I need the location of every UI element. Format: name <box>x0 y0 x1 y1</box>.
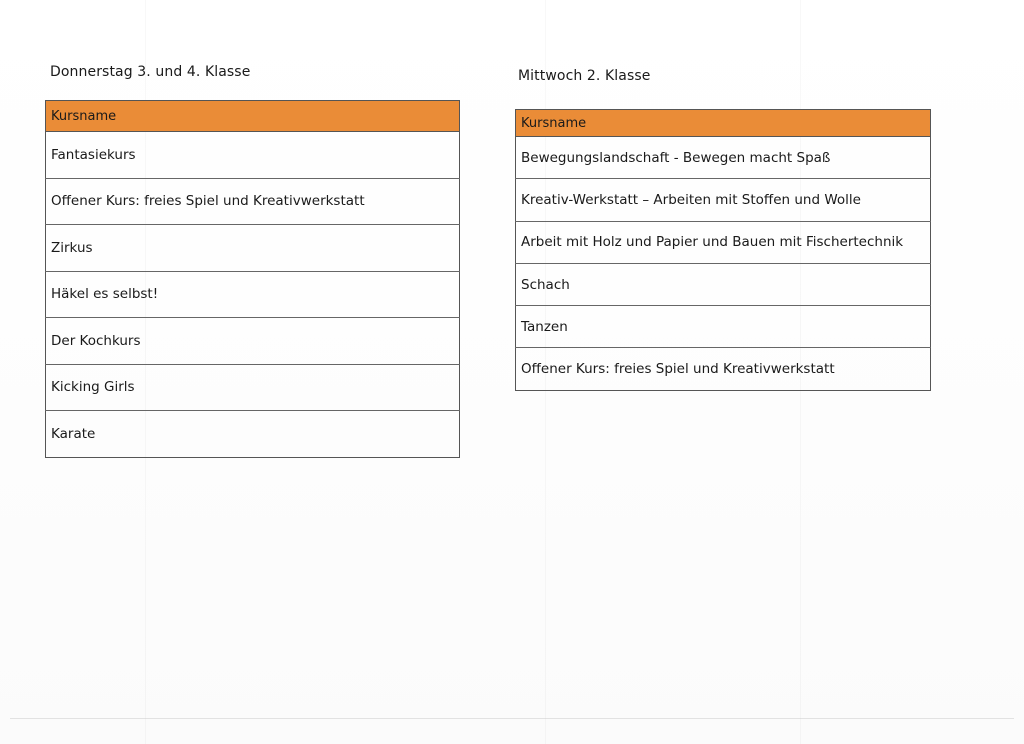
course-cell: Offener Kurs: freies Spiel und Kreativwerkstatt <box>516 348 931 390</box>
table-row <box>516 306 931 348</box>
left-section-title: Donnerstag 3. und 4. Klasse <box>50 64 251 80</box>
left-course-table <box>45 100 460 458</box>
course-cell: Kicking Girls <box>46 364 460 411</box>
course-cell: Häkel es selbst! <box>46 271 460 318</box>
table-row <box>46 178 460 225</box>
course-cell: Offener Kurs: freies Spiel und Kreativwerkstatt <box>46 178 460 225</box>
course-cell: Tanzen <box>516 306 931 348</box>
table-row <box>46 318 460 365</box>
table-header-cell: Kursname <box>46 101 460 132</box>
table-row <box>46 225 460 272</box>
course-cell: Arbeit mit Holz und Papier und Bauen mit Fischertechnik <box>516 221 931 263</box>
table-header-cell: Kursname <box>516 110 931 137</box>
table-row <box>516 179 931 221</box>
table-row <box>516 348 931 390</box>
table-row <box>46 411 460 458</box>
right-course-table <box>515 109 931 391</box>
course-cell: Schach <box>516 263 931 305</box>
table-row <box>516 221 931 263</box>
course-cell: Fantasiekurs <box>46 132 460 179</box>
course-cell: Zirkus <box>46 225 460 272</box>
course-cell: Karate <box>46 411 460 458</box>
course-cell: Kreativ-Werkstatt – Arbeiten mit Stoffen und Wolle <box>516 179 931 221</box>
table-row <box>46 132 460 179</box>
course-cell: Der Kochkurs <box>46 318 460 365</box>
course-cell: Bewegungslandschaft - Bewegen macht Spaß <box>516 137 931 179</box>
table-row <box>46 364 460 411</box>
page-edge-line <box>10 718 1014 719</box>
table-header-row <box>46 101 460 132</box>
table-row <box>46 271 460 318</box>
table-header-row <box>516 110 931 137</box>
table-row <box>516 263 931 305</box>
table-row <box>516 137 931 179</box>
right-section-title: Mittwoch 2. Klasse <box>518 68 651 84</box>
